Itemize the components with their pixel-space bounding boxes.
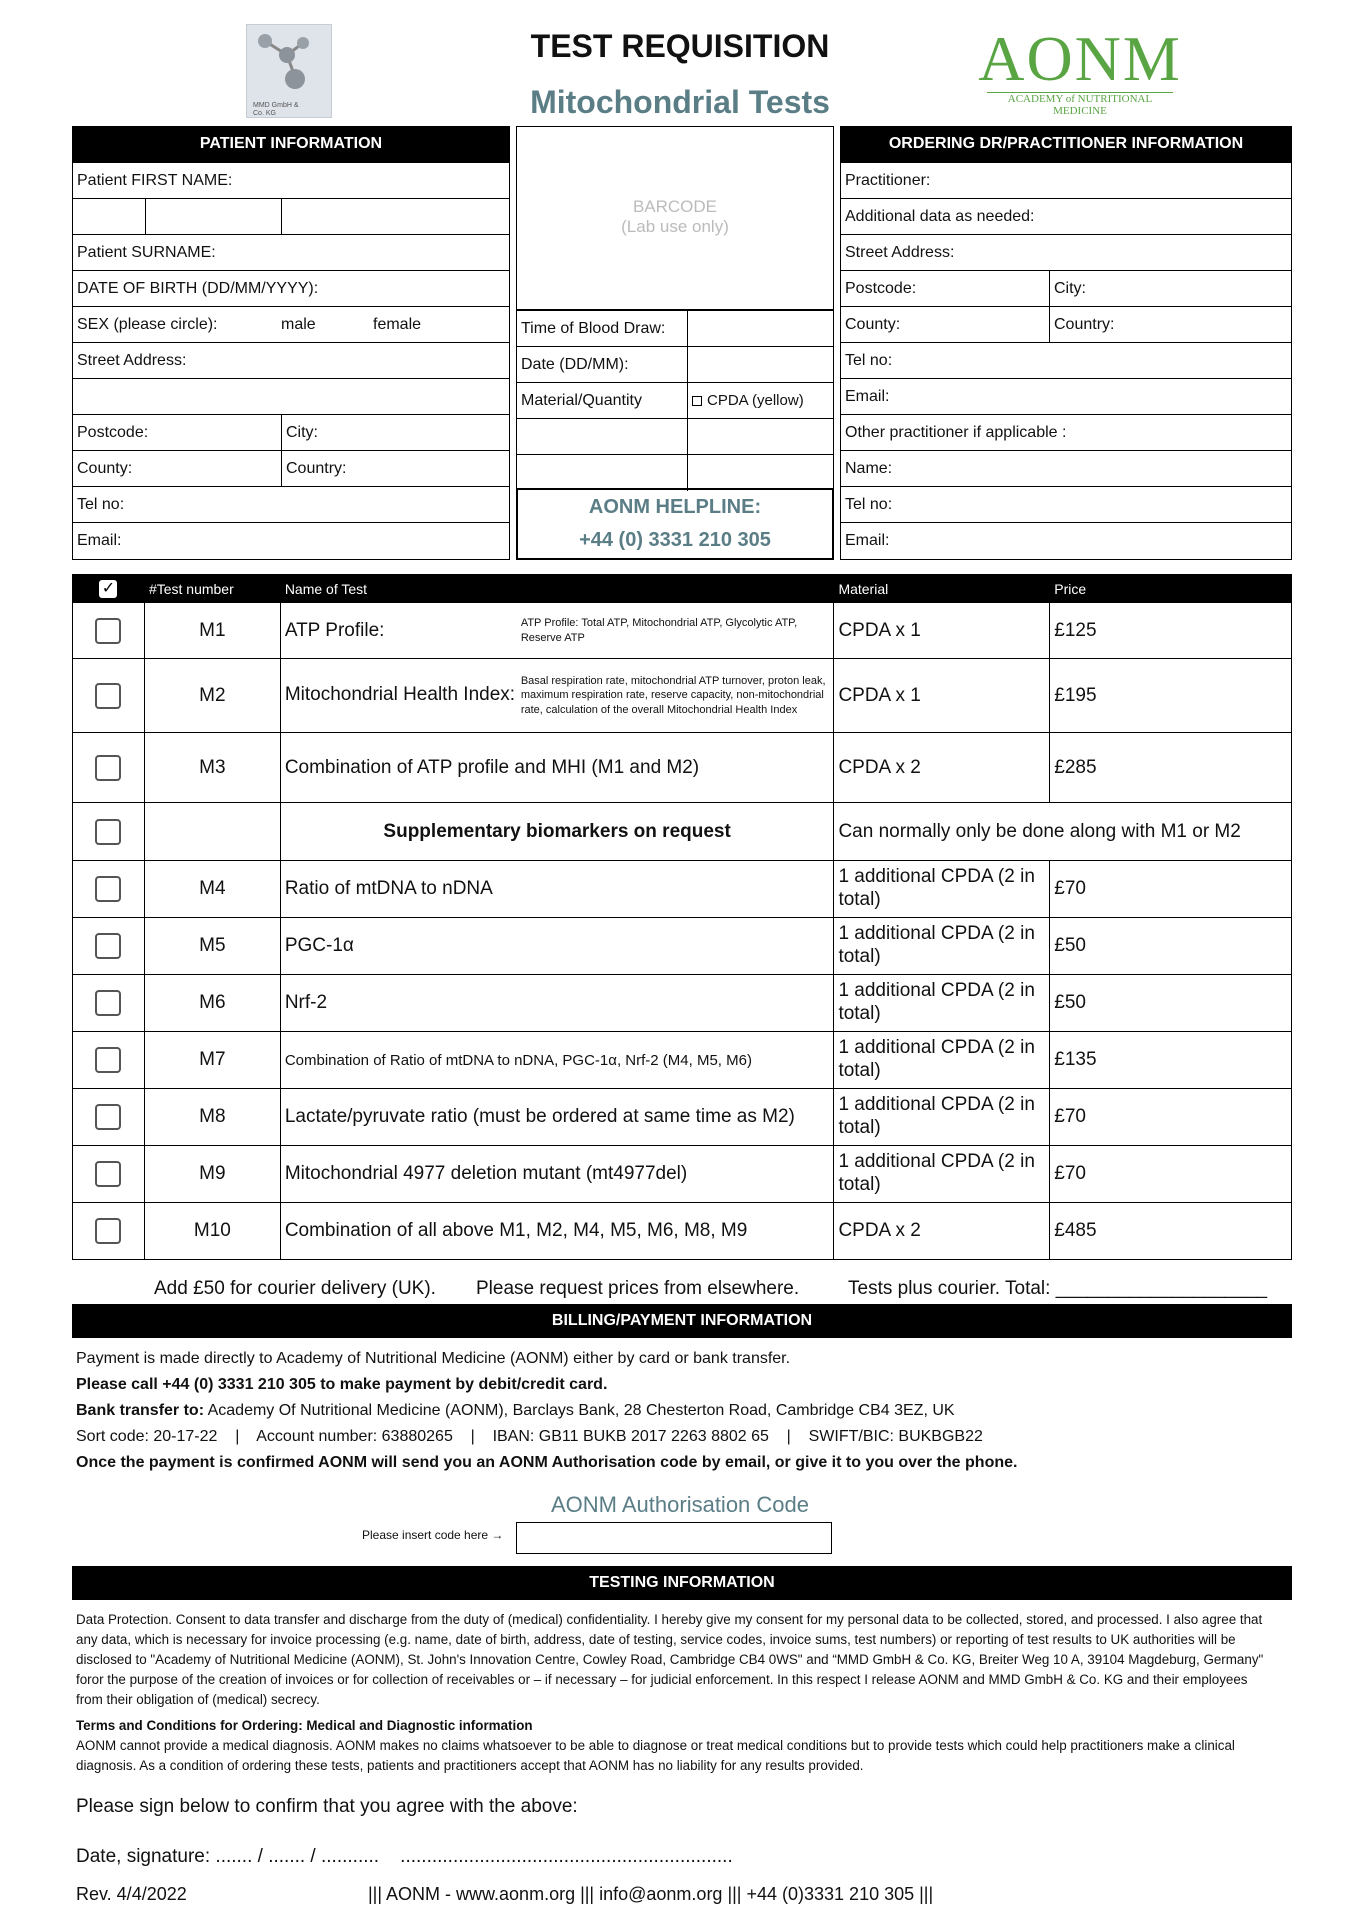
material-label: Material/Quantity xyxy=(521,391,642,409)
test-number: M4 xyxy=(144,861,280,918)
total-field[interactable]: Tests plus courier. Total: ____________________ xyxy=(848,1278,1268,1299)
test-price: £135 xyxy=(1050,1032,1292,1089)
tests-table xyxy=(72,574,1292,1260)
test-row-m3 xyxy=(73,733,1292,803)
test-material: 1 additional CPDA (2 in total) xyxy=(834,1146,1050,1203)
test-material: 1 additional CPDA (2 in total) xyxy=(834,1032,1050,1089)
street-label: Street Address: xyxy=(77,351,187,369)
quantity-field-2[interactable] xyxy=(687,455,833,491)
test-material: CPDA x 1 xyxy=(834,659,1050,733)
supplementary-heading: Supplementary biomarkers on request xyxy=(280,803,834,861)
molecule-icon xyxy=(247,25,331,97)
test-number: M7 xyxy=(144,1032,280,1089)
test-price: £125 xyxy=(1050,603,1292,659)
blood-draw-form xyxy=(516,310,834,490)
testing-heading: TESTING INFORMATION xyxy=(72,1566,1292,1600)
test-checkbox-m5[interactable] xyxy=(95,933,121,959)
test-material: CPDA x 1 xyxy=(834,603,1050,659)
test-row-m7 xyxy=(73,1032,1292,1089)
test-material: 1 additional CPDA (2 in total) xyxy=(834,861,1050,918)
postcode-label: Postcode: xyxy=(77,423,149,441)
supplementary-note: Can normally only be done along with M1 or M2 xyxy=(834,803,1292,861)
test-material: 1 additional CPDA (2 in total) xyxy=(834,1089,1050,1146)
date-signature-field[interactable]: Date, signature: ....... / ....... / ........... ............................................................... xyxy=(76,1846,733,1867)
test-price: £70 xyxy=(1050,1146,1292,1203)
col-price: Price xyxy=(1050,575,1292,603)
test-name: Ratio of mtDNA to nDNA xyxy=(280,861,834,918)
dob-label: DATE OF BIRTH (DD/MM/YYYY): xyxy=(77,279,319,297)
test-name-cell xyxy=(280,603,834,659)
cpda-checkbox[interactable] xyxy=(692,396,702,406)
checkmark-icon[interactable]: ✓ xyxy=(99,580,117,598)
terms-text: AONM cannot provide a medical diagnosis. AONM makes no claims whatsoever to be able to diagnose or treat medical conditions but to provide tests which could help practitioners make a clinical diagnosis. As a condition of ordering these tests, patients and practitioners accept that AONM has no liability for any results provided. xyxy=(76,1738,1235,1773)
test-checkbox-m6[interactable] xyxy=(95,990,121,1016)
first-name-label: Patient FIRST NAME: xyxy=(77,171,233,189)
date-label: Date (DD/MM): xyxy=(521,355,629,373)
billing-line-5: Once the payment is confirmed AONM will send you an AONM Authorisation code by email, or give it to you over the phone. xyxy=(76,1454,1018,1471)
time-blood-label: Time of Blood Draw: xyxy=(521,319,666,337)
bank-transfer-label: Bank transfer to: xyxy=(76,1402,205,1419)
surname-label: Patient SURNAME: xyxy=(77,243,216,261)
other-practitioner-label: Other practitioner if applicable : xyxy=(845,423,1067,441)
test-checkbox-m1[interactable] xyxy=(95,618,121,644)
barcode-note: (Lab use only) xyxy=(621,217,729,236)
test-checkbox-m9[interactable] xyxy=(95,1161,121,1187)
test-number xyxy=(144,803,280,861)
bank-transfer-details: Academy Of Nutritional Medicine (AONM), Barclays Bank, 28 Chesterton Road, Cambridge CB4 3EZ, UK xyxy=(204,1402,955,1419)
helpline-label: AONM HELPLINE: xyxy=(588,496,762,518)
test-row-m5 xyxy=(73,918,1292,975)
aonm-logo-tagline: ACADEMY of NUTRITIONAL MEDICINE xyxy=(987,92,1173,117)
additional-data-label: Additional data as needed: xyxy=(845,207,1035,225)
test-row-m8 xyxy=(73,1089,1292,1146)
sex-option-female[interactable]: female xyxy=(373,315,422,333)
other-email-label: Email: xyxy=(845,532,890,549)
test-price: £50 xyxy=(1050,918,1292,975)
test-number: M9 xyxy=(144,1146,280,1203)
other-name-label: Name: xyxy=(845,459,893,477)
aonm-logo-wordmark: AONM xyxy=(978,23,1182,94)
pr-city-label: City: xyxy=(1049,271,1086,306)
auth-code-prompt: Please insert code here → xyxy=(362,1528,504,1542)
helpline-number: +44 (0) 3331 210 305 xyxy=(579,529,771,551)
pr-postcode-label: Postcode: xyxy=(845,279,917,297)
test-checkbox-m4[interactable] xyxy=(95,876,121,902)
courier-note: Add £50 for courier delivery (UK). xyxy=(154,1278,436,1299)
test-description: ATP Profile: Total ATP, Mitochondrial ATP, Glycolytic ATP, Reserve ATP xyxy=(520,617,798,644)
barcode-label: BARCODE xyxy=(632,197,718,216)
pr-street-label: Street Address: xyxy=(845,243,955,261)
test-number: M10 xyxy=(144,1203,280,1260)
pr-county-label: County: xyxy=(845,315,901,333)
pr-email-label: Email: xyxy=(845,387,890,405)
practitioner-info-heading: ORDERING DR/PRACTITIONER INFORMATION xyxy=(840,126,1292,162)
tel-label: Tel no: xyxy=(77,495,125,513)
terms-title: Terms and Conditions for Ordering: Medical and Diagnostic information xyxy=(76,1718,533,1733)
billing-heading: BILLING/PAYMENT INFORMATION xyxy=(72,1304,1292,1338)
test-checkbox-supplementary[interactable] xyxy=(95,819,121,845)
prices-note: Please request prices from elsewhere. xyxy=(476,1278,800,1299)
material-field-1[interactable] xyxy=(517,419,687,454)
test-name: Combination of all above M1, M2, M4, M5, M6, M8, M9 xyxy=(280,1203,834,1260)
city-label: City: xyxy=(281,415,318,450)
test-material: 1 additional CPDA (2 in total) xyxy=(834,975,1050,1032)
test-name-cell xyxy=(280,659,834,733)
patient-info-form xyxy=(72,162,510,560)
test-checkbox-m3[interactable] xyxy=(95,755,121,781)
test-price: £285 xyxy=(1050,733,1292,803)
billing-info xyxy=(76,1346,1292,1476)
first-name-box-1[interactable] xyxy=(73,199,145,234)
test-name: ATP Profile: xyxy=(284,619,385,641)
billing-line-1: Payment is made directly to Academy of Nutritional Medicine (AONM) either by card or bank transfer. xyxy=(76,1350,791,1367)
test-row-m6 xyxy=(73,975,1292,1032)
data-protection-text: Data Protection. Consent to data transfer and discharge from the duty of (medical) confidentiality. I hereby give my consent for my personal data to be collected, stored, and processed. I also agree that any data, which is necessary for invoice processing (e.g. name, date of birth, address, date of testing, service codes, invoice sums, test numbers) or reporting of test results to UK authorities will be disclosed to "Academy of Nutritional Medicine (AONM), St. John's Innovation Centre, Cowley Road, Cambridge CB4 0WS" and “MMD GmbH & Co. KG, Breiter Weg 10 A, 39104 Magdeburg, Germany" foror the purpose of the creation of invoices or for collection of receivables or – if necessary – for judicial enforcement. In this respect I release AONM and MMD GmbH & Co. KG and their employees from their obligation of (medical) secrecy. xyxy=(76,1612,1264,1707)
test-material: CPDA x 2 xyxy=(834,733,1050,803)
billing-line-2: Please call +44 (0) 3331 210 305 to make payment by debit/credit card. xyxy=(76,1376,608,1393)
aonm-logo xyxy=(960,23,1200,117)
sex-option-male[interactable]: male xyxy=(281,315,316,333)
practitioner-label: Practitioner: xyxy=(845,171,931,189)
test-price: £50 xyxy=(1050,975,1292,1032)
col-test-name: Name of Test xyxy=(280,575,834,603)
time-blood-field[interactable] xyxy=(687,311,833,346)
test-name: Combination of ATP profile and MHI (M1 and M2) xyxy=(280,733,834,803)
helpline-box xyxy=(516,488,834,560)
test-name: Combination of Ratio of mtDNA to nDNA, PGC-1α, Nrf-2 (M4, M5, M6) xyxy=(280,1032,834,1089)
test-number: M6 xyxy=(144,975,280,1032)
email-label: Email: xyxy=(77,532,122,549)
test-price: £70 xyxy=(1050,861,1292,918)
tests-header-row xyxy=(73,575,1292,603)
quantity-field-1[interactable] xyxy=(687,419,833,454)
country-label: Country: xyxy=(281,451,346,486)
test-checkbox-m2[interactable] xyxy=(95,683,121,709)
test-row-m10 xyxy=(73,1203,1292,1260)
other-tel-label: Tel no: xyxy=(845,495,893,513)
test-name: Mitochondrial 4977 deletion mutant (mt4977del) xyxy=(280,1146,834,1203)
test-name: Nrf-2 xyxy=(280,975,834,1032)
page-title: TEST REQUISITION xyxy=(530,28,830,64)
test-row-m1 xyxy=(73,603,1292,659)
cpda-label: CPDA (yellow) xyxy=(707,392,804,409)
billing-line-4: Sort code: 20-17-22 | Account number: 63880265 | IBAN: GB11 BUKB 2017 2263 8802 65 | SWIFT/BIC: BUKBGB22 xyxy=(76,1428,983,1445)
pr-country-label: Country: xyxy=(1049,307,1114,342)
test-row-m4 xyxy=(73,861,1292,918)
test-price: £70 xyxy=(1050,1089,1292,1146)
material-field-2[interactable] xyxy=(517,455,687,491)
test-row-m2 xyxy=(73,659,1292,733)
test-price: £195 xyxy=(1050,659,1292,733)
auth-code-title: AONM Authorisation Code xyxy=(550,1492,810,1517)
patient-info-heading: PATIENT INFORMATION xyxy=(72,126,510,162)
sex-label: SEX (please circle): xyxy=(77,315,218,333)
footer-contact: ||| AONM - www.aonm.org ||| info@aonm.org ||| +44 (0)3331 210 305 ||| xyxy=(368,1884,934,1904)
street-field[interactable] xyxy=(73,379,77,414)
test-price: £485 xyxy=(1050,1203,1292,1260)
test-number: M2 xyxy=(144,659,280,733)
totals-line xyxy=(154,1278,1292,1300)
page-subtitle: Mitochondrial Tests xyxy=(530,84,830,120)
test-checkbox-m10[interactable] xyxy=(95,1218,121,1244)
billing-line-3 xyxy=(76,1398,1292,1424)
practitioner-info-form xyxy=(840,162,1292,560)
revision-label: Rev. 4/4/2022 xyxy=(76,1884,187,1904)
test-material: CPDA x 2 xyxy=(834,1203,1050,1260)
test-number: M1 xyxy=(144,603,280,659)
first-name-box-3[interactable] xyxy=(281,199,509,234)
test-checkbox-m7[interactable] xyxy=(95,1047,121,1073)
select-all-cell[interactable] xyxy=(73,575,145,603)
county-label: County: xyxy=(77,459,133,477)
test-number: M5 xyxy=(144,918,280,975)
test-row-m9 xyxy=(73,1146,1292,1203)
supplementary-row xyxy=(73,803,1292,861)
test-material: 1 additional CPDA (2 in total) xyxy=(834,918,1050,975)
cpda-option[interactable] xyxy=(687,383,833,418)
test-name: Lactate/pyruvate ratio (must be ordered at same time as M2) xyxy=(280,1089,834,1146)
test-number: M8 xyxy=(144,1089,280,1146)
col-material: Material xyxy=(834,575,1050,603)
test-name: PGC-1α xyxy=(280,918,834,975)
date-field[interactable] xyxy=(687,347,833,382)
mmd-logo xyxy=(246,24,332,118)
pr-tel-label: Tel no: xyxy=(845,351,893,369)
test-number: M3 xyxy=(144,733,280,803)
test-name: Mitochondrial Health Index: xyxy=(284,684,516,706)
test-checkbox-m8[interactable] xyxy=(95,1104,121,1130)
col-test-number: #Test number xyxy=(144,575,280,603)
sign-prompt: Please sign below to confirm that you agree with the above: xyxy=(76,1796,578,1817)
first-name-box-2[interactable] xyxy=(145,199,281,234)
test-description: Basal respiration rate, mitochondrial ATP turnover, proton leak, maximum respiration rate, reserve capacity, non-mitochondrial rate, calculation of the overall Mitochondrial Health Index xyxy=(520,675,826,716)
mmd-logo-text: MMD GmbH & Co. KG xyxy=(253,102,299,117)
barcode-box xyxy=(516,126,834,310)
auth-code-input[interactable] xyxy=(516,1522,832,1554)
